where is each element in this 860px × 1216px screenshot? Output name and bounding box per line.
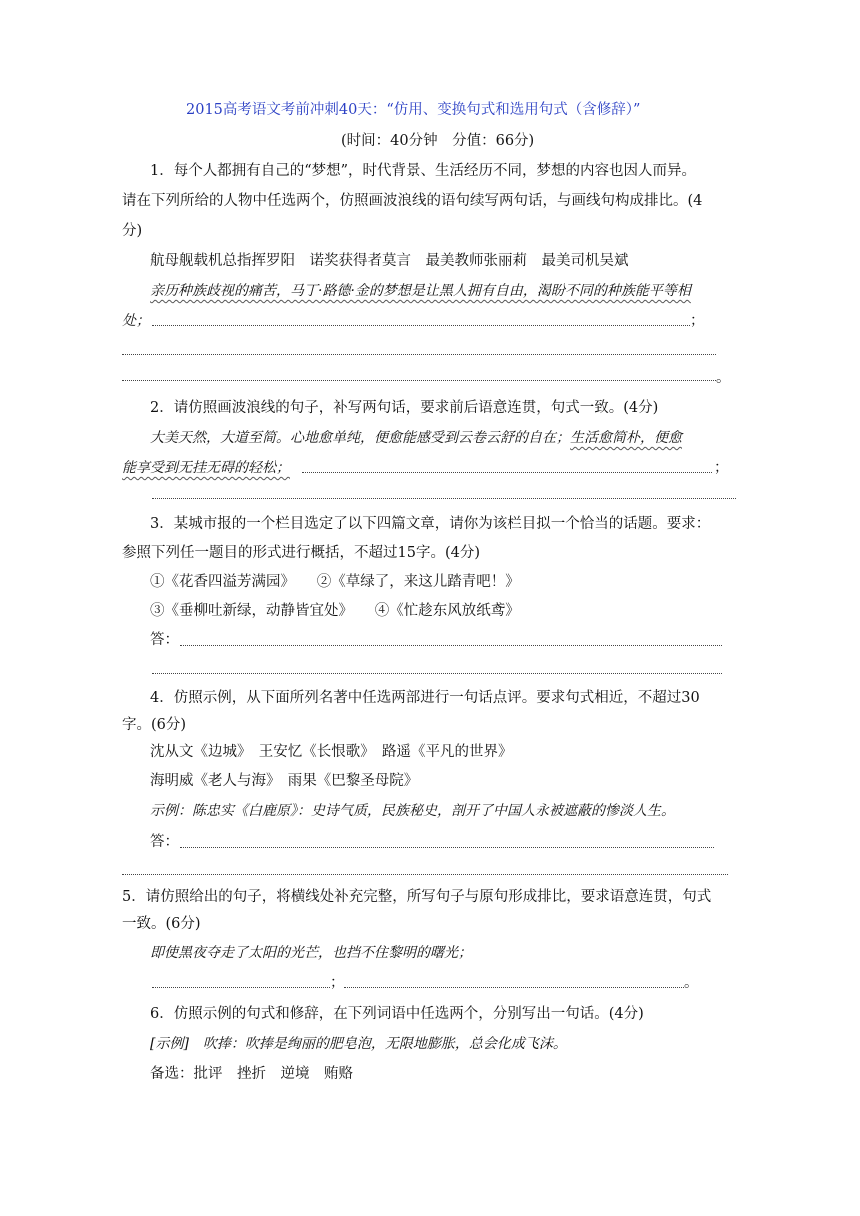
q1-people-list: 航母舰载机总指挥罗阳 诺奖获得者莫言 最美教师张丽莉 最美司机吴斌 xyxy=(150,253,629,269)
q1-example-line-1: 亲历种族歧视的痛苦，马丁·路德·金的梦想是让黑人拥有自由，渴盼不同的种族能平等相 xyxy=(150,283,691,299)
q1-semicolon: ； xyxy=(690,313,705,329)
q6-options: 备选：批评 挫折 逆境 贿赂 xyxy=(150,1066,353,1082)
q5-semicolon: ； xyxy=(330,975,345,991)
q3-line-2: 参照下列任一题目的形式进行概括，不超过15字。(4分) xyxy=(122,545,480,561)
q4-example: 示例：陈忠实《白鹿原》：史诗气质，民族秘史，剖开了中国人永被遮蔽的惨淡人生。 xyxy=(150,803,675,819)
q3-line-1: 3．某城市报的一个栏目选定了以下四篇文章，请你为该栏目拟一个恰当的话题。要求： xyxy=(150,516,711,532)
q2-answer-blank-2[interactable] xyxy=(152,498,736,499)
q2-semicolon: ； xyxy=(714,460,729,476)
q5-answer-blank-2[interactable] xyxy=(344,987,684,988)
q3-answer-blank-1[interactable] xyxy=(180,645,722,646)
q5-given-sentence: 即使黑夜夺走了太阳的光芒，也挡不住黎明的曙光； xyxy=(150,945,472,961)
document-title: 2015高考语文考前冲刺40天：“仿用、变换句式和选用句式（含修辞）” xyxy=(186,102,641,118)
q6-line-1: 6．仿照示例的句式和修辞，在下列词语中任选两个，分别写出一句话。(4分) xyxy=(150,1006,644,1022)
q1-example-line-2: 处； xyxy=(122,313,150,329)
q5-answer-blank-1[interactable] xyxy=(152,987,330,988)
q1-line-2: 请在下列所给的人物中任选两个，仿照画波浪线的语句续写两句话，与画线句构成排比。(4 xyxy=(122,193,703,209)
q1-line-3: 分) xyxy=(122,223,143,239)
q2-example-line-2: 能享受到无挂无碍的轻松； xyxy=(122,460,290,476)
q3-titles-row-2: ③《垂柳吐新绿，动静皆宜处》 ④《忙趁东风放纸鸢》 xyxy=(150,603,520,619)
q5-period: 。 xyxy=(684,975,699,991)
q2-example-part-a: 大美天然，大道至简。心地愈单纯，便愈能感受到云卷云舒的自在； xyxy=(150,430,570,446)
q5-line-2: 一致。(6分) xyxy=(122,916,201,932)
q4-line-2: 字。(6分) xyxy=(122,717,187,733)
q4-books-row-1: 沈从文《边城》 王安忆《长恨歌》 路遥《平凡的世界》 xyxy=(150,744,513,760)
q1-answer-blank-1[interactable] xyxy=(152,325,690,326)
q3-titles-row-1: ①《花香四溢芳满园》 ②《草绿了，来这儿踏青吧！》 xyxy=(150,574,520,590)
time-score-info: (时间：40分钟 分值：66分) xyxy=(341,133,535,149)
q4-line-1: 4．仿照示例，从下面所列名著中任选两部进行一句话点评。要求句式相近，不超过30 xyxy=(150,690,700,706)
q2-answer-blank-1[interactable] xyxy=(302,472,712,473)
q3-answer-label: 答： xyxy=(150,632,179,648)
q3-answer-blank-2[interactable] xyxy=(152,673,722,674)
q6-example: [示例] 吹捧：吹捧是绚丽的肥皂泡，无限地膨胀，总会化成飞沫。 xyxy=(150,1036,567,1052)
q4-answer-blank-1[interactable] xyxy=(180,847,714,848)
q1-answer-blank-2[interactable] xyxy=(122,354,716,355)
q2-wavy-part: 生活愈简朴，便愈 xyxy=(570,430,682,446)
q4-answer-label: 答： xyxy=(150,834,179,850)
q5-line-1: 5．请仿照给出的句子，将横线处补充完整，所写句子与原句形成排比，要求语意连贯，句式 xyxy=(122,889,712,905)
q1-period: 。 xyxy=(716,370,731,386)
q1-line-1: 1．每个人都拥有自己的“梦想”，时代背景、生活经历不同，梦想的内容也因人而异。 xyxy=(150,163,697,179)
q2-example-line-1 xyxy=(150,428,682,448)
q1-answer-blank-3[interactable] xyxy=(122,380,716,381)
q4-answer-blank-2[interactable] xyxy=(122,874,728,875)
q2-line-1: 2．请仿照画波浪线的句子，补写两句话，要求前后语意连贯，句式一致。(4分) xyxy=(150,400,659,416)
q4-books-row-2: 海明威《老人与海》 雨果《巴黎圣母院》 xyxy=(150,773,419,789)
